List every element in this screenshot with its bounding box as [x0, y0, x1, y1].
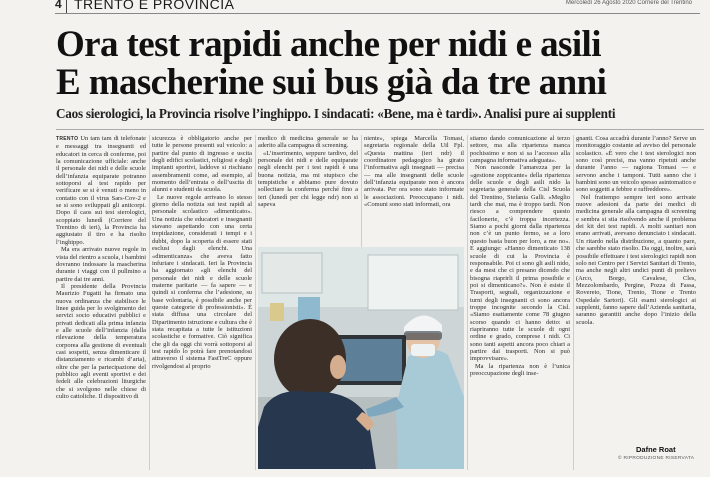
news-photo-test-swab — [258, 247, 464, 469]
column-rule — [467, 135, 468, 470]
patient-ear — [330, 355, 346, 379]
photo-illustration — [258, 247, 464, 469]
article-paragraph: medico di medicina generale se ha aderito alla campagna di screening. — [258, 135, 358, 150]
face-shield — [404, 331, 442, 340]
window — [368, 255, 458, 310]
article-paragraph: stiamo dando comunicazione al terzo settore, ma alla ripartenza manca pochissimo e non si sa l’accesso alla campagna informativa adeguata». — [470, 135, 570, 165]
column-rule — [149, 135, 150, 470]
header-divider — [66, 0, 67, 14]
wall-panel — [262, 253, 322, 293]
article-column-1 — [56, 135, 146, 475]
copyright-notice: © RIPRODUZIONE RISERVATA — [618, 456, 695, 461]
article-column-2 — [152, 135, 252, 470]
article-paragraph: sicurezza è obbligatorio anche per tutte le persone presenti sul veicolo: a partire dal punto di ingresso e uscita degli edifici scolastici, religiosi e degli impianti sportivi, laddove si rischiano assembramenti come, ad esempio, al momento dell’entrata o dell’uscita di alunni e studenti da scuola. — [152, 135, 252, 194]
dateline-lead: TRENTO — [56, 136, 79, 142]
face-mask — [411, 344, 435, 356]
subheadline: Caos sierologici, la Provincia risolve l’inghippo. I sindacati: «Bene, ma è tardi». Analisi pure ai supplenti — [56, 106, 616, 121]
article-paragraph: Nel frattempo sempre ieri sono arrivate nuove adesioni da parte dei medici di medicina generale alla campagna di screening e sembra si stia risolvendo anche il problema dei kit dei test rapidi. A molti sanitari non erano arrivati, avevano denunciato i sindacati. Un ritardo nella distribuzione, a quanto pare, che sarebbe stato risolto. Da oggi, inoltre, sarà possibile effettuare i test sierologici rapidi non solo nei Centro per i Servizi Sanitari di Trento, ma anche negli altri undici punti di prelievo (Arco, Borgo, Cavalese, Cles, Mezzolombardo, Pergine, Pozza di Fassa, Rovereto, Tione, Trento, Tione e Trento Ospedale Sartori). Gli esami sierologici ai supplenti, fanno sapere dall’Azienda sanitaria, saranno garantiti anche dopo l’inizio della scuola. — [576, 193, 696, 326]
header-rule — [55, 13, 700, 14]
article-paragraph: gnanti. Cosa accadrà durante l’anno? Serve un monitoraggio costante ad avviso del personale scolastico. «È vero che i test sierologici non sono così precisi, ma vanno ripetuti anche durante l’anno — ragiona Tomasi — e servono anche i tamponi. Tutti sanno che i bambini sono un veicolo spesso asintomatico e sono soggetti a febbre e raffreddore». — [576, 135, 696, 194]
article-column-4 — [364, 135, 464, 245]
article-paragraph: TRENTO Un tam tam di telefonate e messaggi tra insegnanti ed educatori in cerca di conferme, poi la comunicazione ufficiale: anche il personale dei nidi e delle scuole dell’infanzia equiparate potranno sottoporsi al test rapido per verificare se si è venuti o meno in contatto con il virus Sars-Cov-2 e se si sono sviluppati gli anticorpi. Dopo il caos sui test sierologici, scoppiato lunedì (Corriere del Trentino di ieri), la Provincia ha aggiustato il tiro e ha risolto l’inghippo. — [56, 135, 146, 246]
article-paragraph: Le nuove regole arrivano lo stesso giorno della notizia sui test rapidi al personale scolastico «dimenticato». Una notizia che educatori e insegnanti stavano aspettando con una certa trepidazione, considerati i tempi e i dubbi, dopo la scoperta di essere stati esclusi dagli elenchi. Una «dimenticanza» che aveva fatto infuriare i sindacati. Ieri la Provincia ha aggiornato «gli elenchi del personale dei nidi e delle scuole materne paritarie — fa sapere — e quindi si conferma che l’adesione, su base volontaria, è possibile anche per queste categorie di professionisti». È stata diffusa una circolare del Dipartimento istruzione e cultura che è stata recapitata a tutte le istituzioni scolastiche e formative. Ciò significa che gli da oggi chi vorrà sottoporsi al test rapido lo potrà fare prenotandosi attraverso il sistema FastTreC oppure rivolgendosi al proprio — [152, 193, 252, 370]
wall-note — [270, 303, 284, 321]
article-paragraph: Il presidente della Provincia Maurizio Fugatti ha firmato una nuova ordinanza che stabilisce le linee guida per lo svolgimento dei servizi socio educativi pubblici e privati dedicati alla prima infanzia e alle scuole dell’infanzia (dalla rilevazione della temperatura corporea alla gestione di eventuali casi sospetti, senza dimenticare il distanziamento e ricambi d’aria), oltre che per la partecipazione del pubblico agli eventi sportivi e dei fedeli alle celebrazioni liturgiche che si svolgono nelle chiese di culto cattoliche. Il dispositivo di — [56, 282, 146, 401]
headline-line-2: E mascherine sui bus già da tre anni — [56, 62, 607, 103]
page-number: 4 — [55, 0, 62, 11]
subhead-rule — [56, 129, 704, 130]
article-paragraph: niente», spiega Marcella Tomasi, segretaria regionale della Uil Fpl. «Questa mattina (ieri ndr) il coordinatore pedagogico ha girato l’informativa agli insegnati — precisa — ma alle insegnanti delle scuole dell’infanzia equiparate non è ancora arrivata. Per ora sono stato informate le associazioni. Preoccupano i nidi. «Comuni sono stati informati, ora — [364, 135, 464, 209]
article-paragraph: Ma era arrivato nuove regole in vista del rientro a scuola, i bambini dovranno indossare la mascherina durante i viaggi con il pullmino a partire dai tre anni. — [56, 246, 146, 283]
headline-line-1: Ora test rapidi anche per nidi e asili — [56, 24, 601, 65]
article-column-5 — [470, 135, 570, 465]
article-column-3 — [258, 135, 358, 245]
section-title: TRENTO E PROVINCIA — [74, 0, 235, 12]
article-paragraph: Non nasconde l’amarezza per la «gestione zoppicante» della ripartenza delle scuole e degli asili nido la segretaria generale della Cisl Scuola del Trentino, Stefania Galli. «Meglio tardi che mai, ma è troppo tardi. Non riesco a comprendere questo facilonerie, c’è troppa incertezza. Siamo a pochi giorni dalla ripartenza non c’è un punto fermo, se a loro questo basta buon per loro, a me no». E aggiunge: «Hanno dimenticato 138 scuole di cui la Provincia è responsabile. Poi ci sono gli asili nido, e da mesi che ci presano dicendo che bisogna riaprirli il prima possibile e poi si dimenticano?». Non è esiste il Trasporti, segnali, organizzazione e turni degli insegnanti ci sono ancora troppe incognite secondo la Cisl. «Siamo esattamente come 78 giugno scorso quando ci hanno detto: si riapriranno tutte le scuole di ogni ordine e grado, comprese i nidi. Ci sono tanti aspetti ancora poco chiari a partire dai trasporti. Non si può improvvisare». — [470, 164, 570, 363]
page-header — [0, 0, 710, 16]
article-column-6 — [576, 135, 696, 445]
author-byline: Dafne Roat — [636, 445, 676, 454]
article-paragraph: Ma la ripartenza non è l’unica preoccupazione degli inse- — [470, 362, 570, 377]
column-rule — [573, 135, 574, 470]
column-rule — [255, 135, 256, 470]
dateline: Mercoledì 26 Agosto 2020 Corriere del Trentino — [565, 0, 692, 6]
article-paragraph: «L’inserimento, seppure tardivo, del personale dei nidi e delle equiparate negli elenchi per i test rapidi è una buona notizia, ma mi stupisco che tempistiche e abbiamo pure dovuto sollecitare la conferma perché fino a ieri (lunedì per chi legge ndr) non si sapeva — [258, 149, 358, 209]
